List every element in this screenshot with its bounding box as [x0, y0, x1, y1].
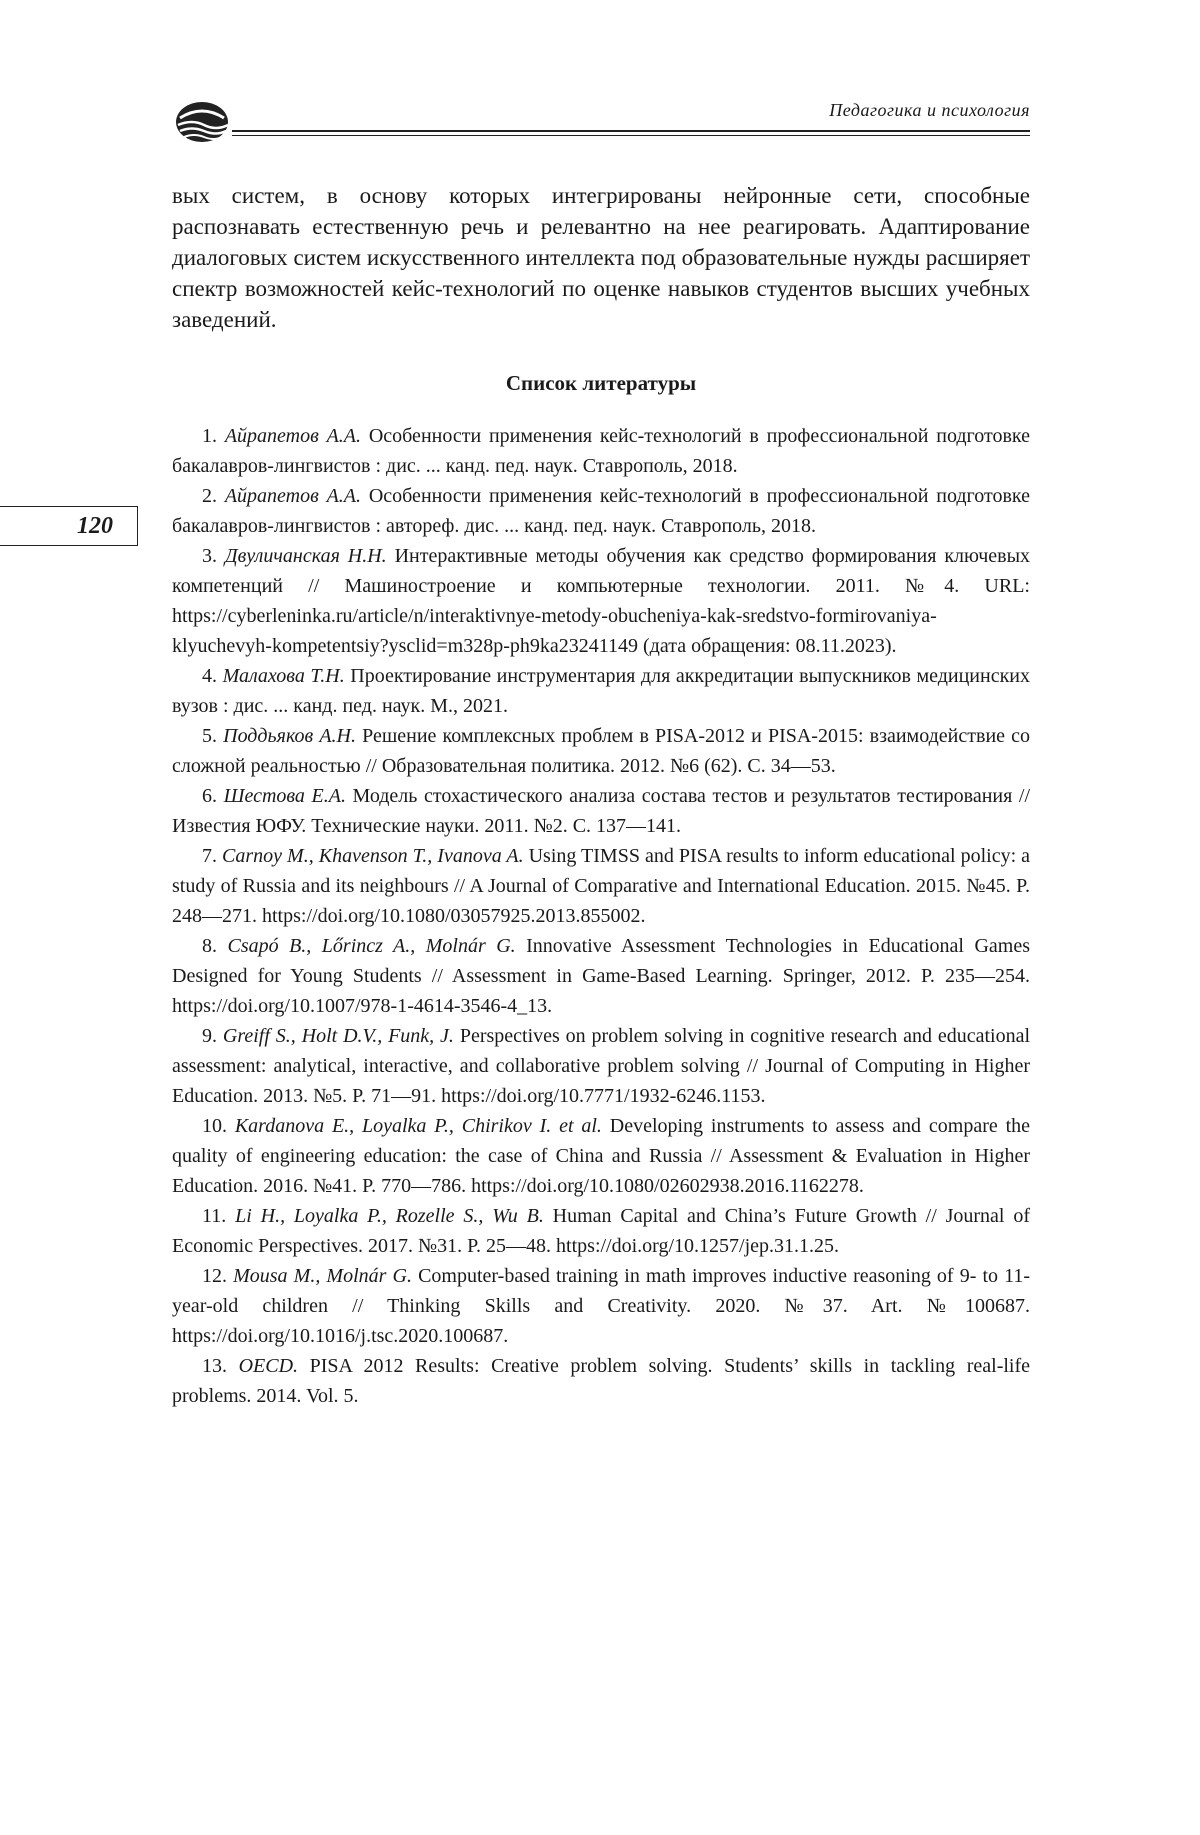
- reference-text: Проектирование инструментария для аккредитации выпускников медицинских вузов : дис. ... канд. пед. наук. М., 2021.: [172, 665, 1031, 717]
- references-list: [172, 421, 1030, 1411]
- reference-authors: Csapó B., Lőrincz A., Molnár G.: [227, 935, 516, 957]
- reference-item: [172, 481, 1030, 541]
- reference-number: 11.: [202, 1205, 227, 1227]
- journal-section-title: Педагогика и психология: [829, 100, 1030, 120]
- reference-number: 6.: [202, 785, 217, 807]
- reference-number: 5.: [202, 725, 217, 747]
- header-rule-thin: [232, 135, 1030, 136]
- reference-authors: Шестова Е.А.: [223, 785, 346, 807]
- reference-number: 10.: [202, 1115, 227, 1137]
- reference-number: 4.: [202, 665, 217, 687]
- reference-number: 1.: [202, 425, 217, 447]
- reference-item: [172, 1111, 1030, 1201]
- reference-item: [172, 541, 1030, 661]
- reference-authors: Li H., Loyalka P., Rozelle S., Wu B.: [235, 1205, 544, 1227]
- reference-authors: OECD.: [238, 1355, 299, 1377]
- page-header: [172, 96, 1030, 146]
- reference-authors: Carnoy M., Khavenson T., Ivanova A.: [222, 845, 524, 867]
- intro-paragraph: вых систем, в основу которых интегрированы нейронные сети, способные распознавать естественную речь и релевантно на нее реагировать. Адаптирование диалоговых систем искусственного интеллекта под образовательные нужды расширяет спектр возможностей кейс-технологий по оценке навыков студентов высших учебных заведений.: [172, 183, 1030, 332]
- reference-number: 3.: [202, 545, 217, 567]
- reference-item: [172, 841, 1030, 931]
- reference-text: Perspectives on problem solving in cognitive research and educational assessment: analytical, interactive, and collaborative problem solving // Journal of Computing in Higher Education. 2013. №5. P. 71—91. https://doi.org/10.7771/1932-6246.1153.: [172, 1025, 1031, 1107]
- reference-authors: Поддьяков А.Н.: [223, 725, 356, 747]
- reference-authors: Двуличанская Н.Н.: [224, 545, 387, 567]
- reference-number: 9.: [202, 1025, 217, 1047]
- reference-item: [172, 1351, 1030, 1411]
- reference-authors: Малахова Т.Н.: [222, 665, 345, 687]
- reference-authors: Mousa M., Molnár G.: [233, 1265, 412, 1287]
- reference-number: 13.: [202, 1355, 227, 1377]
- reference-item: [172, 1261, 1030, 1351]
- reference-text: Особенности применения кейс-технологий в профессиональной подготовке бакалавров-лингвистов : дис. ... канд. пед. наук. Ставрополь, 2018.: [172, 425, 1031, 477]
- reference-item: [172, 721, 1030, 781]
- reference-authors: Айрапетов А.А.: [224, 425, 362, 447]
- reference-authors: Greiff S., Holt D.V., Funk, J.: [222, 1025, 454, 1047]
- reference-item: [172, 931, 1030, 1021]
- reference-text: Human Capital and China’s Future Growth // Journal of Economic Perspectives. 2017. №31. P. 25—48. https://doi.org/10.1257/jep.31.1.25.: [172, 1205, 1030, 1257]
- reference-number: 12.: [202, 1265, 227, 1287]
- references-title: Список литературы: [505, 371, 697, 395]
- reference-item: [172, 1201, 1030, 1261]
- reference-number: 8.: [202, 935, 217, 957]
- reference-text: Особенности применения кейс-технологий в профессиональной подготовке бакалавров-лингвистов : автореф. дис. ... канд. пед. наук. Ставрополь, 2018.: [172, 485, 1031, 537]
- reference-item: [172, 781, 1030, 841]
- reference-text: Developing instruments to assess and compare the quality of engineering education: the case of China and Russia // Assessment & Evaluation in Higher Education. 2016. №41. P. 770—786. https://doi.org/10.1080/02602938.2016.1162278.: [172, 1115, 1031, 1197]
- reference-authors: Kardanova E., Loyalka P., Chirikov I. et al.: [234, 1115, 602, 1137]
- reference-number: 7.: [202, 845, 217, 867]
- journal-logo-icon: [172, 100, 234, 144]
- page-content: [172, 180, 1030, 1411]
- reference-item: [172, 421, 1030, 481]
- reference-text: Innovative Assessment Technologies in Educational Games Designed for Young Students // Assessment in Game-Based Learning. Springer, 2012. P. 235—254. https://doi.org/10.1007/978-1-4614-3546-4_13.: [172, 935, 1031, 1017]
- reference-text: Модель стохастического анализа состава тестов и результатов тестирования // Известия ЮФУ. Технические науки. 2011. №2. С. 137—141.: [172, 785, 1031, 837]
- reference-text: Решение комплексных проблем в PISA-2012 и PISA-2015: взаимодействие со сложной реальностью // Образовательная политика. 2012. №6 (62). С. 34—53.: [172, 725, 1031, 777]
- reference-number: 2.: [202, 485, 217, 507]
- reference-authors: Айрапетов А.А.: [224, 485, 362, 507]
- reference-item: [172, 661, 1030, 721]
- page-number: 120: [0, 506, 138, 546]
- reference-text: Интерактивные методы обучения как средство формирования ключевых компетенций // Машиностроение и компьютерные технологии. 2011. №4. URL: https://cyberleninka.ru/article/n/interaktivnye-metody-obucheniya-kak-sredstvo-formirovaniya-klyuchevyh-kompetentsiy?ysclid=m328p-ph9ka23241149 (дата обращения: 08.11.2023).: [172, 545, 1031, 657]
- reference-item: [172, 1021, 1030, 1111]
- reference-text: PISA 2012 Results: Creative problem solving. Students’ skills in tackling real-life problems. 2014. Vol. 5.: [172, 1355, 1031, 1407]
- reference-text: Computer-based training in math improves inductive reasoning of 9- to 11-year-old children // Thinking Skills and Creativity. 2020. №37. Art. №100687. https://doi.org/10.1016/j.tsc.2020.100687.: [172, 1265, 1031, 1347]
- reference-text: Using TIMSS and PISA results to inform educational policy: a study of Russia and its neighbours // A Journal of Comparative and International Education. 2015. №45. P. 248—271. https://doi.org/10.1080/03057925.2013.855002.: [172, 845, 1031, 927]
- header-rule: [232, 130, 1030, 132]
